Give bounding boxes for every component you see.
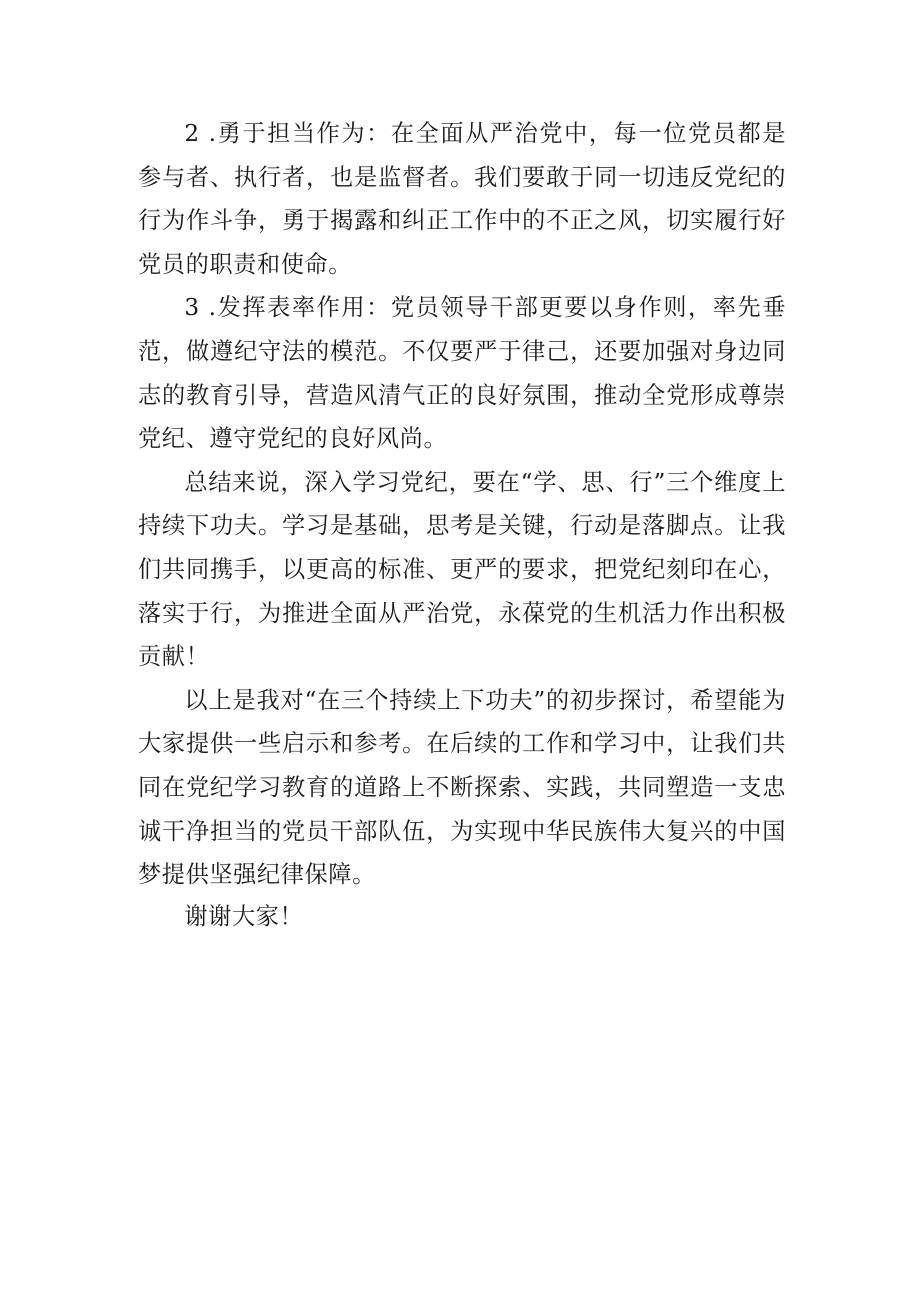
paragraph-conclusion: 以上是我对“在三个持续上下功夫”的初步探讨，希望能为大家提供一些启示和参考。在后续的工作和学习中，让我们共同在党纪学习教育的道路上不断探索、实践，共同塑造一支忠诚干净担当的党员干部队伍，为实现中华民族伟大复兴的中国梦提供坚强纪律保障。 <box>138 686 786 889</box>
closing-thanks: 谢谢大家！ <box>184 902 304 930</box>
paragraph-summary: 总结来说，深入学习党纪，要在“学、思、行”三个维度上持续下功夫。学习是基础，思考是关键，行动是落脚点。让我们共同携手，以更高的标准、更严的要求，把党纪刻印在心，落实于行，为推进全面从严治党，永葆党的生机活力作出积极贡献！ <box>138 468 786 671</box>
paragraph-exemplary-role: 3 .发挥表率作用：党员领导干部更要以身作则，率先垂范，做遵纪守法的模范。不仅要严于律己，还要加强对身边同志的教育引导，营造风清气正的良好氛围，推动全党形成尊崇党纪、遵守党纪的良好风尚。 <box>138 294 786 453</box>
paragraph-responsibility: 2 .勇于担当作为：在全面从严治党中，每一位党员都是参与者、执行者，也是监督者。我们要敢于同一切违反党纪的行为作斗争，勇于揭露和纠正工作中的不正之风，切实履行好党员的职责和使命。 <box>138 120 786 278</box>
document-body <box>138 112 786 937</box>
